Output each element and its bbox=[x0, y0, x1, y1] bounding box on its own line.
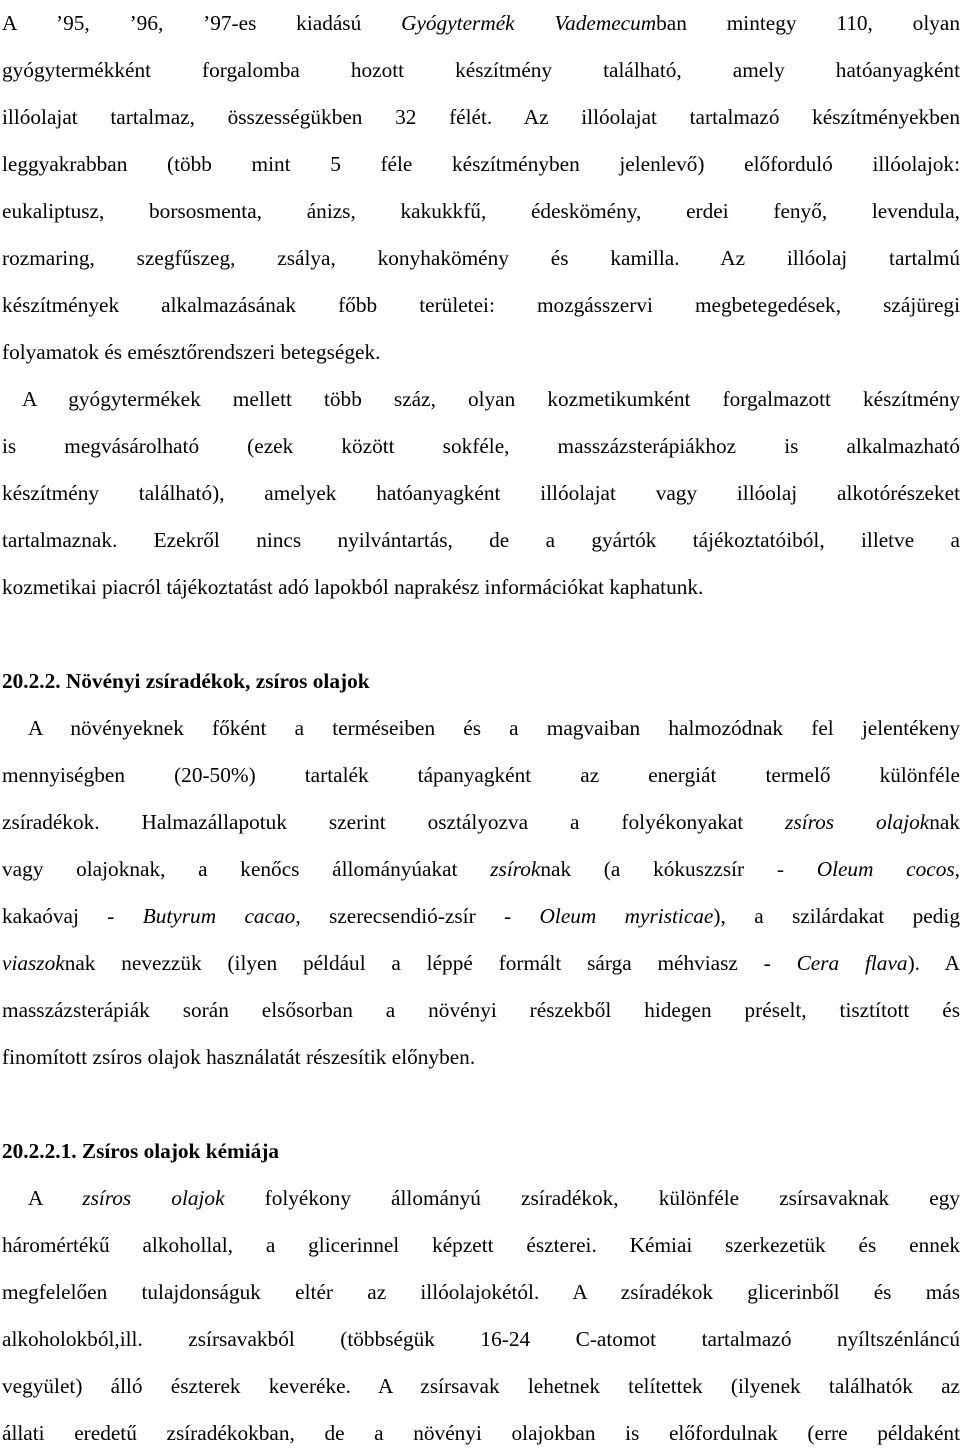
paragraph-fatty-oil-chemistry bbox=[2, 1175, 960, 1454]
italic-text: Butyrum cacao bbox=[142, 904, 296, 928]
text-run: vagy olajoknak, a kenőcs állományúakat bbox=[2, 857, 491, 881]
italic-text: viaszok bbox=[2, 951, 65, 975]
text-run: ban mintegy 110, olyan bbox=[656, 11, 960, 35]
italic-text: Gyógytermék Vademecum bbox=[401, 11, 657, 35]
paragraph-vegetable-fats bbox=[2, 705, 960, 1081]
text-run: kozmetikai piacról tájékoztatást adó lapokból naprakész információkat kaphatunk. bbox=[2, 575, 704, 599]
text-line bbox=[2, 987, 960, 1034]
text-run: nak (a kókuszzsír - bbox=[540, 857, 817, 881]
text-line bbox=[2, 846, 960, 893]
text-run: háromértékű alkohollal, a glicerinnel képzett észterei. Kémiai szerkezetük és ennek bbox=[2, 1233, 960, 1257]
text-line bbox=[2, 1175, 960, 1222]
text-line bbox=[2, 329, 960, 376]
text-line bbox=[2, 47, 960, 94]
text-run: A növényeknek főként a terméseiben és a magvaiban halmozódnak fel jelentékeny bbox=[28, 716, 960, 740]
text-run: készítmény található), amelyek hatóanyagként illóolajat vagy illóolaj alkotórészeket bbox=[2, 481, 960, 505]
italic-text: zsíros olajok bbox=[785, 810, 930, 834]
italic-text: Oleum cocos bbox=[816, 857, 955, 881]
text-run: masszázsterápiák során elsősorban a növényi részekből hidegen préselt, tisztított és bbox=[2, 998, 960, 1022]
text-run: A ’95, ’96, ’97-es kiadású bbox=[2, 11, 402, 35]
italic-text: zsírok bbox=[490, 857, 541, 881]
text-line bbox=[2, 282, 960, 329]
text-run: is megvásárolható (ezek között sokféle, masszázsterápiákhoz is alkalmazható bbox=[2, 434, 960, 458]
text-run: folyamatok és emésztőrendszeri betegségek. bbox=[2, 340, 381, 364]
text-run: alkoholokból,ill. zsírsavakból (többségük 16-24 C-atomot tartalmazó nyíltszénláncú bbox=[2, 1327, 960, 1351]
text-run: készítmények alkalmazásának főbb területei: mozgásszervi megbetegedések, szájüregi bbox=[2, 293, 960, 317]
text-run: folyékony állományú zsíradékok, különféle zsírsavaknak egy bbox=[224, 1186, 960, 1210]
text-run: ). A bbox=[907, 951, 960, 975]
text-run: leggyakrabban (több mint 5 féle készítményben jelenlevő) előforduló illóolajok: bbox=[2, 152, 960, 176]
text-run: nak bbox=[929, 810, 960, 834]
italic-text: Oleum myristicae bbox=[539, 904, 714, 928]
italic-text: Cera flava bbox=[796, 951, 908, 975]
text-line bbox=[2, 1034, 960, 1081]
text-line bbox=[2, 188, 960, 235]
text-line bbox=[2, 517, 960, 564]
text-line bbox=[2, 1410, 960, 1454]
text-line bbox=[2, 235, 960, 282]
text-run: , szerecsendió-zsír - bbox=[295, 904, 540, 928]
paragraph-vademecum bbox=[2, 0, 960, 376]
spacer bbox=[2, 1081, 960, 1128]
text-line bbox=[2, 470, 960, 517]
text-run: finomított zsíros olajok használatát részesítik előnyben. bbox=[2, 1045, 476, 1069]
text-line bbox=[2, 893, 960, 940]
text-line bbox=[2, 1363, 960, 1410]
text-line bbox=[2, 564, 960, 611]
text-line bbox=[2, 705, 960, 752]
text-line bbox=[2, 1222, 960, 1269]
text-run: rozmaring, szegfűszeg, zsálya, konyhakömény és kamilla. Az illóolaj tartalmú bbox=[2, 246, 960, 270]
text-line bbox=[2, 940, 960, 987]
text-run: A gyógytermékek mellett több száz, olyan kozmetikumként forgalmazott készítmény bbox=[22, 387, 960, 411]
text-line bbox=[2, 94, 960, 141]
paragraph-cosmetics bbox=[2, 376, 960, 611]
text-run: vegyület) álló észterek keveréke. A zsírsavak lehetnek telítettek (ilyenek találhatók az bbox=[2, 1374, 960, 1398]
text-line bbox=[2, 423, 960, 470]
text-run: állati eredetű zsíradékokban, de a növényi olajokban is előfordulnak (erre példaként bbox=[2, 1421, 960, 1445]
text-line bbox=[2, 1316, 960, 1363]
spacer bbox=[2, 611, 960, 658]
text-run: kakaóvaj - bbox=[2, 904, 143, 928]
text-line bbox=[2, 752, 960, 799]
text-run: megfelelően tulajdonságuk eltér az illóolajokétól. A zsíradékok glicerinből és más bbox=[2, 1280, 960, 1304]
text-line bbox=[2, 1269, 960, 1316]
text-line bbox=[2, 141, 960, 188]
text-run: nak nevezzük (ilyen például a léppé formált sárga méhviasz - bbox=[64, 951, 797, 975]
section-heading: 20.2.2. Növényi zsíradékok, zsíros olajok bbox=[2, 669, 370, 693]
text-line bbox=[2, 376, 960, 423]
text-run: tartalmaznak. Ezekről nincs nyilvántartás, de a gyártók tájékoztatóiból, illetve a bbox=[2, 528, 960, 552]
text-run: mennyiségben (20-50%) tartalék tápanyagként az energiát termelő különféle bbox=[2, 763, 960, 787]
subsection-heading: 20.2.2.1. Zsíros olajok kémiája bbox=[2, 1139, 280, 1163]
italic-text: zsíros olajok bbox=[82, 1186, 225, 1210]
text-run: illóolajat tartalmaz, összességükben 32 félét. Az illóolajat tartalmazó készítményekben bbox=[2, 105, 960, 129]
text-run: , bbox=[954, 857, 960, 881]
text-line bbox=[2, 799, 960, 846]
text-run: gyógytermékként forgalomba hozott készítmény található, amely hatóanyagként bbox=[2, 58, 960, 82]
text-run: A bbox=[28, 1186, 83, 1210]
text-run: zsíradékok. Halmazállapotuk szerint osztályozva a folyékonyakat bbox=[2, 810, 786, 834]
text-run: eukaliptusz, borsosmenta, ánizs, kakukkfű, édeskömény, erdei fenyő, levendula, bbox=[2, 199, 960, 223]
text-run: ), a szilárdakat pedig bbox=[713, 904, 960, 928]
text-line bbox=[2, 0, 960, 47]
